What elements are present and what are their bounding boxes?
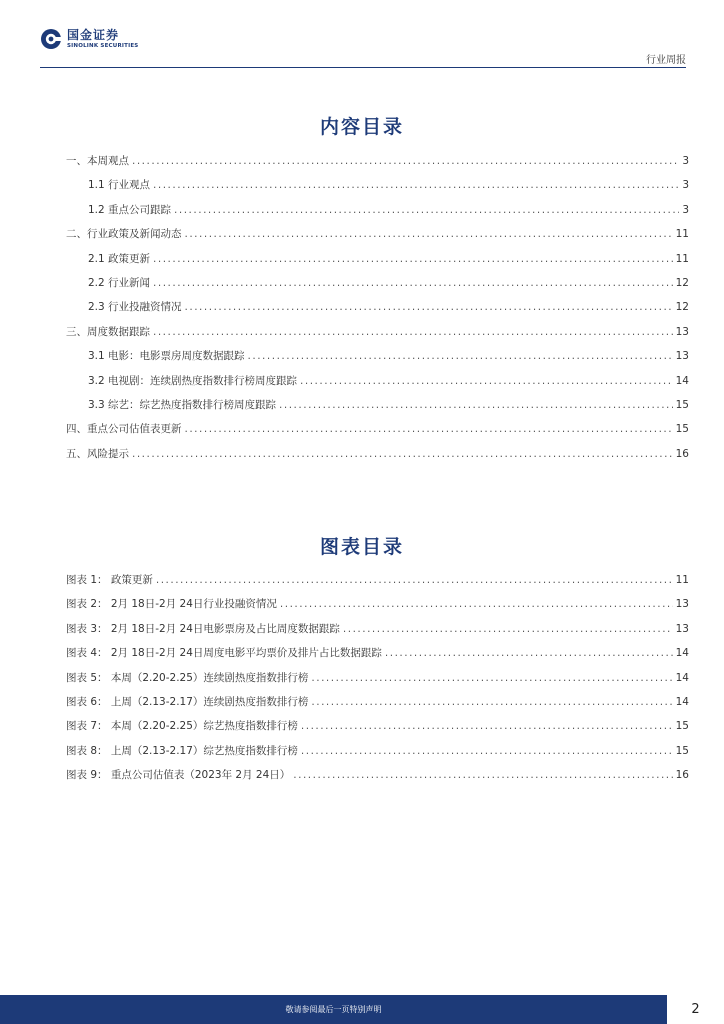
toc-entry-label: 二、行业政策及新闻动态	[66, 228, 182, 241]
toc-entry-label: 一、本周观点	[66, 155, 129, 167]
figure-entry[interactable]	[66, 670, 689, 694]
figure-entry-page: 15	[675, 720, 689, 733]
figure-entry-page: 15	[675, 744, 689, 757]
toc-entry-label: 五、风险提示	[66, 447, 129, 460]
dot-leader	[153, 326, 673, 338]
toc-entry[interactable]	[66, 397, 689, 421]
figure-entry-page: 14	[675, 647, 689, 660]
toc-entry-label: 2.1 政策更新	[88, 252, 151, 265]
toc-entry[interactable]	[66, 324, 689, 348]
toc-entry[interactable]	[66, 348, 689, 372]
dot-leader	[132, 155, 679, 167]
toc-entry-label: 3.2 电视剧：连续剧热度指数排行榜周度跟踪	[88, 374, 298, 387]
toc-entry-label: 1.2 重点公司跟踪	[88, 203, 172, 216]
header-divider	[40, 67, 686, 68]
figure-entry-label: 图表 2： 2月 18日-2月 24日行业投融资情况	[66, 598, 277, 611]
toc-entry[interactable]	[66, 177, 689, 201]
toc-entry-page: 12	[675, 301, 689, 314]
figure-entry-page: 13	[675, 622, 689, 635]
toc-entry-label: 3.1 电影：电影票房周度数据跟踪	[88, 350, 245, 363]
toc-entry-page: 14	[675, 374, 689, 387]
toc-title: 内容目录	[319, 116, 404, 138]
brand-name-en: SINOLINK SECURITIES	[67, 42, 139, 49]
toc-entry-page: 11	[675, 228, 689, 241]
toc-entry[interactable]	[66, 275, 689, 299]
toc-entry-label: 1.1 行业观点	[88, 179, 151, 192]
toc-entry-page: 15	[675, 423, 689, 436]
toc-entry-page: 3	[682, 155, 689, 167]
brand-logo	[40, 28, 138, 50]
dot-leader	[185, 423, 673, 435]
dot-leader	[153, 253, 673, 265]
figure-entry[interactable]	[66, 621, 689, 645]
figure-entry[interactable]	[66, 694, 689, 718]
figure-entry[interactable]	[66, 767, 689, 791]
figure-entry-page: 11	[675, 574, 689, 586]
toc-entry[interactable]	[66, 251, 689, 275]
figure-entry[interactable]	[66, 645, 689, 669]
toc-entry[interactable]	[66, 299, 689, 323]
dot-leader	[156, 574, 673, 586]
toc-entry-page: 3	[682, 179, 689, 192]
figure-entry-label: 图表 7： 本周（2.20-2.25）综艺热度指数排行榜	[66, 720, 298, 733]
dot-leader	[185, 228, 673, 240]
toc-entry-page: 15	[675, 398, 689, 411]
figure-entry-label: 图表 5： 本周（2.20-2.25）连续剧热度指数排行榜	[66, 671, 309, 684]
toc-entry-label: 3.3 综艺：综艺热度指数排行榜周度跟踪	[88, 398, 277, 411]
figure-entry-page: 13	[675, 598, 689, 611]
dot-leader	[301, 745, 673, 757]
toc-entry[interactable]	[66, 421, 689, 445]
page-footer	[0, 995, 724, 1024]
toc-entry-page: 13	[675, 350, 689, 363]
dot-leader	[311, 672, 672, 684]
dot-leader	[311, 696, 672, 708]
dot-leader	[343, 623, 673, 635]
report-type-label: 行业周报	[646, 55, 686, 66]
toc-entry[interactable]	[66, 446, 689, 470]
figure-entry-label: 图表 4： 2月 18日-2月 24日周度电影平均票价及排片占比数据跟踪	[66, 647, 382, 660]
dot-leader	[300, 375, 673, 387]
toc-entry-page: 12	[675, 276, 689, 289]
figure-entry-label: 图表 9： 重点公司估值表（2023年 2月 24日）	[66, 769, 291, 782]
figure-entry-label: 图表 1： 政策更新	[66, 574, 153, 586]
toc-entry-label: 2.2 行业新闻	[88, 276, 151, 289]
figure-entry-label: 图表 3： 2月 18日-2月 24日电影票房及占比周度数据跟踪	[66, 622, 340, 635]
toc-entry[interactable]	[66, 202, 689, 226]
toc-entry-page: 13	[675, 325, 689, 338]
dot-leader	[185, 301, 673, 313]
figure-entry-page: 14	[675, 695, 689, 708]
figure-entry[interactable]	[66, 596, 689, 620]
figures-title: 图表目录	[319, 536, 404, 558]
dot-leader	[279, 399, 673, 411]
toc-list	[66, 153, 689, 470]
toc-entry-label: 2.3 行业投融资情况	[88, 301, 182, 314]
brand-name-cn: 国金证券	[67, 27, 120, 42]
page-number: 2	[691, 1002, 700, 1017]
toc-entry-page: 16	[675, 447, 689, 460]
toc-entry[interactable]	[66, 373, 689, 397]
dot-leader	[280, 598, 673, 610]
dot-leader	[385, 647, 673, 659]
dot-leader	[132, 448, 673, 460]
toc-entry-page: 11	[675, 252, 689, 265]
toc-entry-page: 3	[682, 203, 689, 216]
figure-entry-label: 图表 8： 上周（2.13-2.17）综艺热度指数排行榜	[66, 744, 298, 757]
dot-leader	[174, 204, 679, 216]
figure-entry-label: 图表 6： 上周（2.13-2.17）连续剧热度指数排行榜	[66, 695, 309, 708]
toc-entry-label: 四、重点公司估值表更新	[66, 423, 182, 436]
toc-entry[interactable]	[66, 153, 689, 177]
figure-entry-page: 14	[675, 671, 689, 684]
dot-leader	[248, 350, 673, 362]
sinolink-logo-icon	[40, 28, 62, 50]
page-header	[0, 0, 724, 68]
figure-entry[interactable]	[66, 572, 689, 596]
figure-entry[interactable]	[66, 718, 689, 742]
figure-entry[interactable]	[66, 743, 689, 767]
dot-leader	[293, 769, 672, 781]
disclaimer-note: 敬请参阅最后一页特别声明	[285, 1005, 382, 1014]
dot-leader	[301, 720, 673, 732]
dot-leader	[153, 179, 679, 191]
figures-list	[66, 572, 689, 792]
dot-leader	[153, 277, 673, 289]
toc-entry[interactable]	[66, 226, 689, 250]
toc-entry-label: 三、周度数据跟踪	[66, 325, 150, 338]
figure-entry-page: 16	[675, 769, 689, 782]
